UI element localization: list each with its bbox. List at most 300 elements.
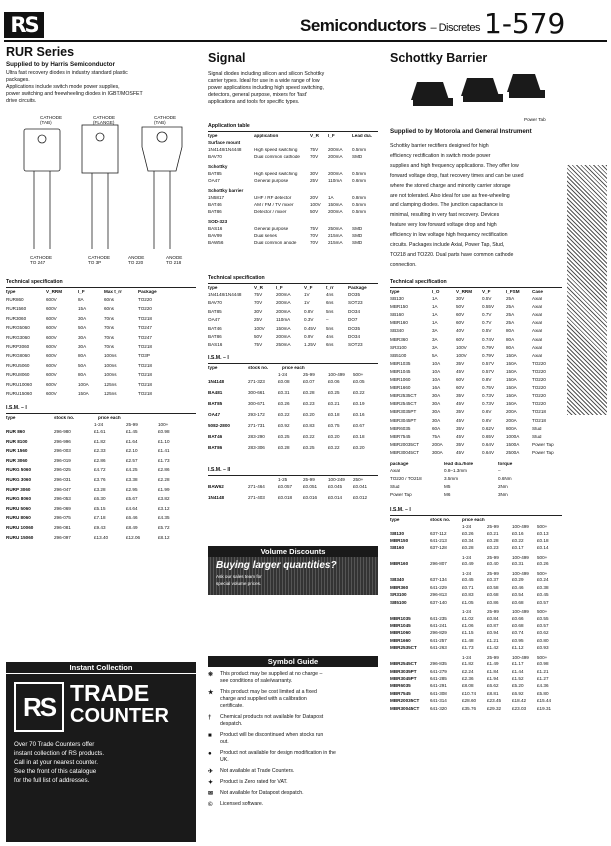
table-cell: 10A: [432, 369, 441, 374]
table-cell: £0.25: [303, 446, 315, 450]
rur-package-drawings: [6, 115, 198, 275]
table-cell: 0.8–1.3mm: [444, 469, 467, 473]
table-cell: 600V: [46, 345, 57, 349]
table-cell: 296-075: [54, 516, 71, 521]
table-cell: Axial: [532, 313, 542, 318]
table-cell: 637-134: [430, 578, 447, 583]
table-cell: [208, 373, 248, 378]
photo-caption: Power Tab: [524, 117, 546, 122]
table-row: [208, 310, 376, 315]
text-line: circuits. Packages include Axial, Power Tap, Stud,: [390, 242, 505, 248]
table-cell: I_F: [328, 134, 335, 138]
to247-hole: [38, 135, 46, 143]
table-cell: 283-290: [248, 435, 265, 439]
table-cell: OA47: [208, 413, 221, 417]
table-cell: £2.36: [462, 677, 474, 681]
table-cell: £1.42: [487, 646, 499, 651]
table-cell: 0.64V: [482, 442, 495, 447]
table-cell: 30A: [432, 410, 441, 415]
table-cell: 637-140: [430, 600, 447, 605]
table-cell: SB130: [390, 297, 404, 301]
table-cell: £3.76: [94, 478, 106, 482]
table-cell: £0.28: [462, 546, 474, 551]
table-cell: £0.13: [537, 531, 549, 536]
table-cell: 600V: [46, 298, 57, 302]
table-cell: £1.12: [512, 646, 524, 651]
table-cell: 125ns: [104, 392, 117, 396]
table-cell: Axial: [532, 329, 542, 334]
table-cell: 100ns: [104, 373, 117, 378]
table-row: [208, 293, 376, 298]
signal-heading: Signal: [208, 51, 246, 65]
table-cell: £0.28: [303, 391, 315, 395]
text-line: and clamping diodes. The junction capacitance is: [390, 202, 503, 209]
table-cell: BAS16: [208, 227, 223, 231]
table-cell: price each: [282, 366, 305, 370]
table-cell: DO35: [348, 326, 361, 331]
table-cell: Axial: [390, 469, 400, 473]
table-cell: £0.20: [303, 413, 315, 417]
table-cell: TO220: [138, 298, 152, 302]
rule: [208, 475, 378, 476]
table-cell: 641-229: [430, 585, 447, 590]
table-cell: 0.74V: [482, 337, 495, 342]
table-cell: £1.82: [462, 662, 474, 667]
table-cell: 271-464: [248, 485, 265, 489]
table-cell: 1A: [432, 297, 438, 301]
table-cell: Axial: [532, 305, 542, 310]
table-cell: 0.6mm: [352, 179, 367, 183]
table-cell: SB130: [390, 531, 405, 536]
table-row: [390, 321, 562, 326]
table-cell: £0.19: [353, 402, 365, 406]
title-text: Semiconductors: [300, 16, 427, 35]
pkg-bot-1: CATHODE TO 247: [30, 255, 53, 265]
table-cell: £0.018: [278, 496, 293, 500]
table-cell: £0.20: [353, 446, 365, 450]
text-line: Over 70 Trade Counters offer: [14, 741, 95, 748]
table-cell: OA47: [208, 179, 220, 183]
table-cell: £0.31: [278, 391, 290, 395]
table-cell: BA481: [208, 391, 223, 395]
table-cell: £0.21: [487, 531, 499, 536]
table-cell: Axial: [532, 297, 542, 301]
table-cell: 0.7V: [482, 313, 492, 318]
table-cell: 50V: [310, 210, 319, 214]
text-line: drive circuits.: [6, 98, 37, 104]
table-cell: Power Tap: [390, 493, 412, 497]
table-cell: £0.21: [328, 402, 340, 406]
to3p-body: [82, 125, 118, 173]
table-row: [208, 210, 376, 215]
table-row: [208, 301, 376, 306]
table-cell: 1V: [304, 301, 310, 306]
table-cell: 70ns: [104, 345, 114, 349]
signal-price-title: I.S.M. – I: [208, 355, 229, 361]
volume-line-1: Ask our sales team for: [216, 574, 262, 579]
table-cell: 0.8V: [304, 309, 314, 314]
table-cell: £0.26: [537, 562, 549, 567]
table-cell: MBR30045CT: [390, 706, 420, 711]
table-cell: 25-99: [487, 555, 499, 560]
table-row: [390, 670, 562, 675]
table-cell: BAT85: [208, 402, 223, 406]
text-line: Applications include switch mode power supplies,: [6, 84, 120, 90]
table-cell: SMD: [352, 227, 363, 231]
table-cell: 100V: [456, 353, 467, 358]
table-cell: DO34: [348, 309, 361, 314]
table-row: [208, 391, 378, 396]
table-cell: 0.6V: [482, 418, 492, 423]
table-cell: RURU 5060: [6, 506, 31, 511]
table-cell: 0.5V: [482, 297, 492, 301]
table-cell: V_R: [310, 134, 319, 138]
table-cell: 0.5mm: [352, 172, 367, 176]
schottky-price-title: I.S.M. – I: [390, 507, 411, 513]
table-cell: 25-99: [126, 423, 138, 427]
table-row: [390, 593, 562, 598]
table-cell: £19.31: [537, 706, 552, 711]
table-cell: RURG3060: [6, 335, 30, 340]
table-cell: £0.26: [462, 531, 474, 536]
table-cell: 25A: [506, 321, 515, 326]
table-cell: I_F: [276, 286, 283, 290]
table-cell: RUR860: [6, 298, 24, 302]
table-cell: 150A: [506, 402, 517, 407]
text-line: TO218 and TO220. Dual parts have common cathode: [390, 251, 514, 258]
table-cell: 641-263: [430, 646, 447, 651]
table-cell: 1-24: [94, 423, 104, 427]
text-line: See the front of this catalogue: [14, 768, 97, 775]
table-cell: £3.28: [94, 487, 106, 492]
table-cell: £4.35: [158, 516, 170, 521]
group-label: SOD-323: [208, 219, 228, 224]
table-cell: RURU8060: [6, 373, 30, 378]
table-cell: TO220: [532, 402, 546, 407]
table-cell: 600V: [46, 392, 57, 396]
table-cell: 150A: [506, 361, 517, 366]
text-line: carrier types. Ideal for use in a wide range of low: [208, 78, 320, 84]
table-row: [390, 677, 562, 682]
table-cell: Dual common anode: [254, 241, 297, 245]
table-cell: £35.76: [462, 706, 477, 711]
table-cell: £1.73: [462, 646, 474, 651]
table-row: [208, 196, 376, 201]
table-cell: MBR1060: [390, 631, 411, 636]
table-cell: £1.61: [94, 430, 106, 434]
table-cell: 80A: [506, 345, 515, 350]
table-cell: 150A: [506, 386, 517, 391]
table-cell: –: [326, 318, 329, 323]
table-cell: £2.10: [126, 449, 138, 454]
pkg-top-1: CATHODE (TAB): [40, 115, 63, 125]
table-cell: Power Tap: [532, 442, 554, 447]
table-header: [390, 572, 562, 577]
table-cell: 1A: [432, 321, 438, 326]
rs-logo: RS: [4, 12, 44, 38]
table-cell: 200mA: [328, 148, 343, 152]
table-cell: 0.73V: [482, 394, 495, 399]
table-cell: £0.54: [512, 593, 524, 598]
table-cell: 100-249: [328, 478, 345, 482]
table-cell: RURP3060: [6, 345, 30, 349]
table-cell: £2.86: [158, 468, 170, 473]
table-cell: £0.57: [537, 600, 549, 605]
table-cell: £2.86: [94, 458, 106, 463]
table-cell: £1.10: [158, 439, 170, 444]
table-cell: MBR1035: [390, 616, 411, 621]
table-cell: 215mA: [328, 234, 343, 238]
table-row: [390, 378, 562, 383]
symbol-icon: †: [208, 714, 212, 721]
table-cell: TO218: [138, 363, 152, 368]
table-cell: 641-291: [430, 684, 447, 689]
text-line: supplies and high frequency applications. They offer low: [390, 162, 519, 169]
table-cell: 50V: [254, 335, 263, 339]
table-cell: MBR2535CT: [390, 394, 417, 399]
table-cell: £23.03: [512, 706, 527, 711]
table-cell: MBR1045: [390, 624, 411, 628]
table-cell: £0.16: [512, 531, 524, 536]
table-cell: 296-025: [54, 468, 71, 473]
symbol-text: Product not available for design modification in the: [220, 750, 336, 756]
table-cell: TO218: [138, 382, 152, 387]
table-cell: 1500A: [506, 442, 520, 447]
table-cell: Max t_rr: [104, 290, 122, 294]
table-cell: 0.73V: [482, 402, 495, 407]
table-row: [390, 692, 562, 697]
symbol-icon: ■: [208, 732, 212, 739]
table-cell: £0.29: [512, 578, 524, 583]
table-cell: £0.57: [537, 624, 549, 628]
table-header: [208, 286, 376, 291]
table-cell: £8.08: [462, 684, 474, 689]
table-cell: £6.92: [512, 691, 524, 696]
table-cell: 30A: [78, 316, 87, 321]
volume-headline: Buying larger quantities?: [216, 560, 337, 571]
table-cell: 30V: [456, 297, 465, 301]
table-cell: 200mA: [328, 172, 343, 176]
table-cell: 600V: [46, 382, 57, 387]
table-cell: 600V: [46, 354, 57, 359]
table-row: [390, 562, 562, 567]
table-cell: I_F: [78, 290, 85, 294]
table-cell: 150A: [78, 392, 89, 396]
table-cell: £0.40: [487, 562, 499, 567]
table-cell: 100+: [158, 423, 169, 427]
table-cell: MBR3035PT: [390, 669, 417, 674]
table-cell: 80A: [78, 373, 87, 378]
table-cell: £0.23: [303, 402, 315, 406]
table-cell: 30A: [432, 402, 441, 407]
table-row: [390, 662, 562, 667]
table-cell: 60V: [456, 386, 465, 391]
pkg-bot-2: CATHODE TO 3P: [88, 255, 111, 265]
table-cell: £0.84: [487, 616, 499, 621]
table-cell: 0.65V: [482, 434, 495, 439]
table-cell: Axial: [532, 353, 542, 358]
rur-heading: RUR Series: [6, 45, 75, 59]
table-cell: AM / FM / TV mixer: [254, 203, 294, 207]
table-cell: 150mA: [328, 203, 343, 207]
table-cell: 80A: [506, 329, 515, 334]
table-cell: £0.14: [537, 546, 549, 551]
table-cell: MBR7545: [390, 434, 411, 439]
table-cell: V_RRM: [456, 290, 473, 294]
table-cell: 10A: [432, 378, 441, 382]
table-cell: 600V: [46, 326, 57, 331]
table-row: [390, 305, 562, 310]
table-cell: 1-24: [462, 571, 472, 576]
text-line: efficiency in low voltage high frequency rectification: [390, 232, 508, 239]
table-cell: [6, 423, 54, 428]
table-cell: 16A: [432, 386, 441, 391]
text-line: Signal diodes including silicon and silicon Schottky: [208, 71, 325, 77]
table-cell: 0.55V: [482, 305, 495, 310]
symbol-text: Not available at Trade Counters.: [220, 768, 295, 774]
table-cell: 60ns: [104, 298, 114, 302]
table-row: [208, 485, 378, 490]
table-cell: 296-996: [54, 439, 71, 444]
table-cell: 4ns: [326, 335, 334, 339]
table-cell: 200A: [432, 442, 443, 447]
table-cell: £0.28: [278, 446, 290, 450]
table-row: [390, 297, 562, 302]
table-header: [6, 423, 190, 428]
rule: [6, 287, 196, 288]
symbol-text: This product may be supplied at no charge –: [220, 671, 323, 677]
table-cell: 200mA: [276, 309, 291, 314]
text-line: connection.: [390, 261, 417, 268]
text-line: Call in at your nearest counter.: [14, 759, 98, 766]
table-cell: 50A: [78, 363, 87, 368]
table-cell: 35V: [456, 410, 465, 415]
table-cell: Lead dia.: [352, 134, 372, 138]
table-cell: MBR360: [390, 585, 409, 590]
table-cell: 70ns: [104, 335, 114, 340]
table-cell: £1.49: [487, 662, 499, 667]
rur-price-title: I.S.M. – I: [6, 405, 27, 411]
table-cell: SR3100: [390, 345, 407, 350]
table-cell: BAT46: [208, 435, 223, 439]
table-cell: TO218: [138, 373, 152, 378]
table-cell: SMD: [352, 234, 363, 238]
schottky-tech-title: Technical specification: [390, 279, 447, 285]
table-cell: 0.5mm: [352, 210, 367, 214]
table-cell: BAV99: [208, 234, 222, 238]
table-row: [208, 172, 376, 177]
table-cell: £0.38: [537, 585, 549, 590]
table-cell: BAV70: [208, 301, 222, 306]
table-cell: 296-813: [430, 593, 447, 598]
table-cell: £5.15: [94, 506, 106, 511]
symbol-icon: ©: [208, 801, 213, 808]
table-cell: 25-99: [303, 373, 315, 377]
table-cell: Package: [138, 290, 157, 294]
table-cell: MBR150: [390, 539, 409, 543]
table-cell: £1.27: [537, 677, 549, 681]
table-cell: Axial: [532, 345, 542, 350]
table-row: [6, 468, 190, 473]
table-cell: 1N4148/1N4448: [208, 293, 242, 297]
table-cell: £1.73: [158, 458, 170, 463]
table-cell: Stud: [532, 426, 542, 431]
table-cell: £5.80: [537, 691, 549, 696]
table-cell: 0.5mm: [352, 203, 367, 207]
table-cell: 0.45V: [304, 326, 317, 331]
table-cell: £0.24: [537, 578, 549, 583]
table-cell: 25V: [254, 318, 263, 323]
table-cell: 50V: [456, 305, 465, 310]
table-cell: 600V: [46, 373, 57, 378]
table-cell: 150A: [506, 394, 517, 399]
table-cell: £0.34: [462, 539, 474, 543]
table-row: [6, 478, 190, 483]
symbol-guide-bar: Symbol Guide: [208, 656, 378, 667]
table-cell: DO34: [348, 335, 361, 339]
table-cell: 296-807: [430, 562, 447, 567]
table-cell: MBR6035: [390, 426, 411, 431]
table-cell: 150A: [506, 378, 517, 382]
table-cell: RURG 5060: [6, 468, 32, 473]
table-cell: DO35: [348, 293, 361, 297]
table-cell: £0.016: [303, 496, 318, 500]
table-cell: £2.33: [94, 449, 106, 454]
volume-line-2: special volume prices.: [216, 581, 262, 586]
rule: [208, 131, 378, 132]
table-row: [6, 440, 190, 445]
table-cell: 0.6Nm: [498, 477, 512, 481]
table-cell: 45V: [456, 369, 465, 374]
table-cell: 300A: [432, 450, 443, 455]
table-cell: application: [254, 134, 279, 138]
table-row: [390, 578, 562, 583]
table-cell: 70ns: [104, 326, 114, 331]
table-cell: stock no.: [430, 518, 451, 522]
text-line: applications and tools for specific types.: [208, 99, 300, 105]
table-row: [208, 155, 376, 160]
table-cell: 5ns: [326, 309, 334, 314]
table-cell: MBR20035CT: [390, 442, 420, 447]
table-row: [6, 317, 172, 322]
table-cell: SB160: [390, 313, 404, 318]
table-cell: BAV70: [208, 155, 222, 159]
group-label: Schottky: [208, 164, 228, 169]
table-cell: Axial: [532, 321, 542, 326]
table-cell: BAT46: [208, 203, 222, 207]
table-cell: 296-047: [54, 487, 71, 492]
table-cell: £6.46: [126, 516, 138, 521]
table-cell: £0.86: [487, 600, 499, 605]
counter-word: COUNTER: [70, 705, 169, 727]
table-cell: TO3P: [138, 354, 150, 359]
table-row: [390, 639, 562, 644]
table-cell: £15.44: [537, 699, 552, 704]
table-cell: £0.051: [303, 485, 318, 489]
table-cell: M5: [444, 485, 451, 489]
table-cell: £0.22: [512, 539, 524, 543]
table-cell: £0.18: [537, 539, 549, 543]
table-row: [390, 451, 562, 456]
table-cell: 100-499: [512, 571, 529, 576]
table-cell: TO220: [138, 307, 152, 312]
table-cell: RUR1560: [6, 307, 27, 312]
table-cell: 80A: [78, 354, 87, 359]
table-cell: £0.45: [537, 593, 549, 598]
table-cell: 80A: [506, 337, 515, 342]
table-cell: 10A: [432, 361, 441, 366]
table-cell: 3.5mm: [444, 477, 459, 481]
